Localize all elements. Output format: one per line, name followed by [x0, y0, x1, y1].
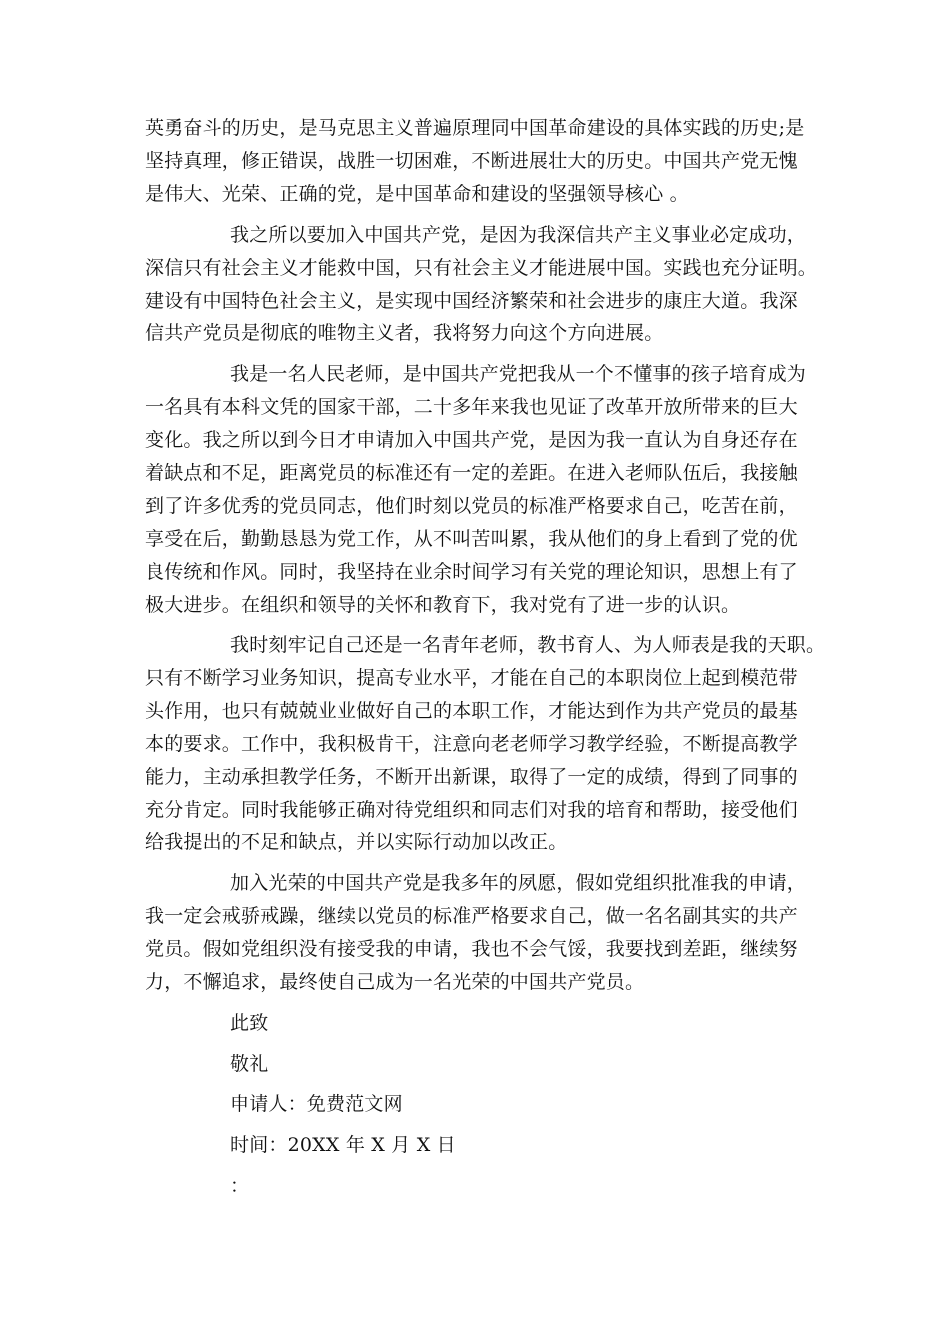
- paragraph-4-line-1: 我时刻牢记自己还是一名青年老师，教书育人、为人师表是我的天职。: [230, 634, 826, 656]
- paragraph-3-line-8: 极大进步。在组织和领导的关怀和教育下，我对党有了进一步的认识。: [145, 594, 741, 616]
- paragraph-5-line-3: 党员。假如党组织没有接受我的申请，我也不会气馁，我要找到差距，继续努: [145, 938, 798, 960]
- paragraph-3-line-7: 良传统和作风。同时，我坚持在业余时间学习有关党的理论知识，思想上有了: [145, 561, 798, 583]
- paragraph-4-line-6: 充分肯定。同时我能够正确对待党组织和同志们对我的培育和帮助，接受他们: [145, 799, 798, 821]
- date-line: 时间：20XX 年 X 月 X 日: [230, 1134, 456, 1156]
- paragraph-1-line-2: 坚持真理，修正错误，战胜一切困难，不断进展壮大的历史。中国共产党无愧: [145, 150, 798, 172]
- paragraph-4-line-5: 能力，主动承担教学任务，不断开出新课，取得了一定的成绩，得到了同事的: [145, 766, 798, 788]
- paragraph-3-line-4: 着缺点和不足，距离党员的标准还有一定的差距。在进入老师队伍后，我接触: [145, 462, 798, 484]
- paragraph-3-line-2: 一名具有本科文凭的国家干部，二十多年来我也见证了改革开放所带来的巨大: [145, 396, 798, 418]
- paragraph-3-line-5: 到了许多优秀的党员同志，他们时刻以党员的标准严格要求自己，吃苦在前，: [145, 495, 798, 517]
- paragraph-2-line-3: 建设有中国特色社会主义，是实现中国经济繁荣和社会进步的康庄大道。我深: [145, 290, 798, 312]
- paragraph-5-line-2: 我一定会戒骄戒躁，继续以党员的标准严格要求自己，做一名名副其实的共产: [145, 905, 798, 927]
- paragraph-3-line-3: 变化。我之所以到今日才申请加入中国共产党，是因为我一直认为自身还存在: [145, 429, 798, 451]
- paragraph-1-line-3: 是伟大、光荣、正确的党，是中国革命和建设的坚强领导核心 。: [145, 183, 689, 205]
- paragraph-3-line-6: 享受在后，勤勤恳恳为党工作，从不叫苦叫累，我从他们的身上看到了党的优: [145, 528, 798, 550]
- paragraph-3-line-1: 我是一名人民老师，是中国共产党把我从一个不懂事的孩子培育成为: [230, 363, 807, 385]
- paragraph-1-line-1: 英勇奋斗的历史，是马克思主义普遍原理同中国革命建设的具体实践的历史;是: [145, 117, 805, 139]
- applicant-line: 申请人：免费范文网: [230, 1093, 403, 1115]
- paragraph-4-line-7: 给我提出的不足和缺点，并以实际行动加以改正。: [145, 831, 568, 853]
- paragraph-2-line-2: 深信只有社会主义才能救中国，只有社会主义才能进展中国。实践也充分证明。: [145, 257, 818, 279]
- paragraph-5-line-4: 力，不懈追求，最终使自己成为一名光荣的中国共产党员。: [145, 971, 645, 993]
- paragraph-4-line-4: 本的要求。工作中，我积极肯干，注意向老老师学习教学经验，不断提高教学: [145, 733, 798, 755]
- paragraph-2-line-1: 我之所以要加入中国共产党，是因为我深信共产主义事业必定成功，: [230, 224, 807, 246]
- paragraph-4-line-2: 只有不断学习业务知识，提高专业水平，才能在自己的本职岗位上起到模范带: [145, 667, 798, 689]
- paragraph-2-line-4: 信共产党员是彻底的唯物主义者，我将努力向这个方向进展。: [145, 322, 664, 344]
- paragraph-5-line-1: 加入光荣的中国共产党是我多年的夙愿，假如党组织批准我的申请，: [230, 872, 807, 894]
- paragraph-4-line-3: 头作用，也只有兢兢业业做好自己的本职工作，才能达到作为共产党员的最基: [145, 700, 798, 722]
- closing-salutation-jing-li: 敬礼: [230, 1053, 269, 1075]
- closing-salutation-ci-zhi: 此致: [230, 1012, 269, 1034]
- trailing-colon: ：: [230, 1175, 250, 1197]
